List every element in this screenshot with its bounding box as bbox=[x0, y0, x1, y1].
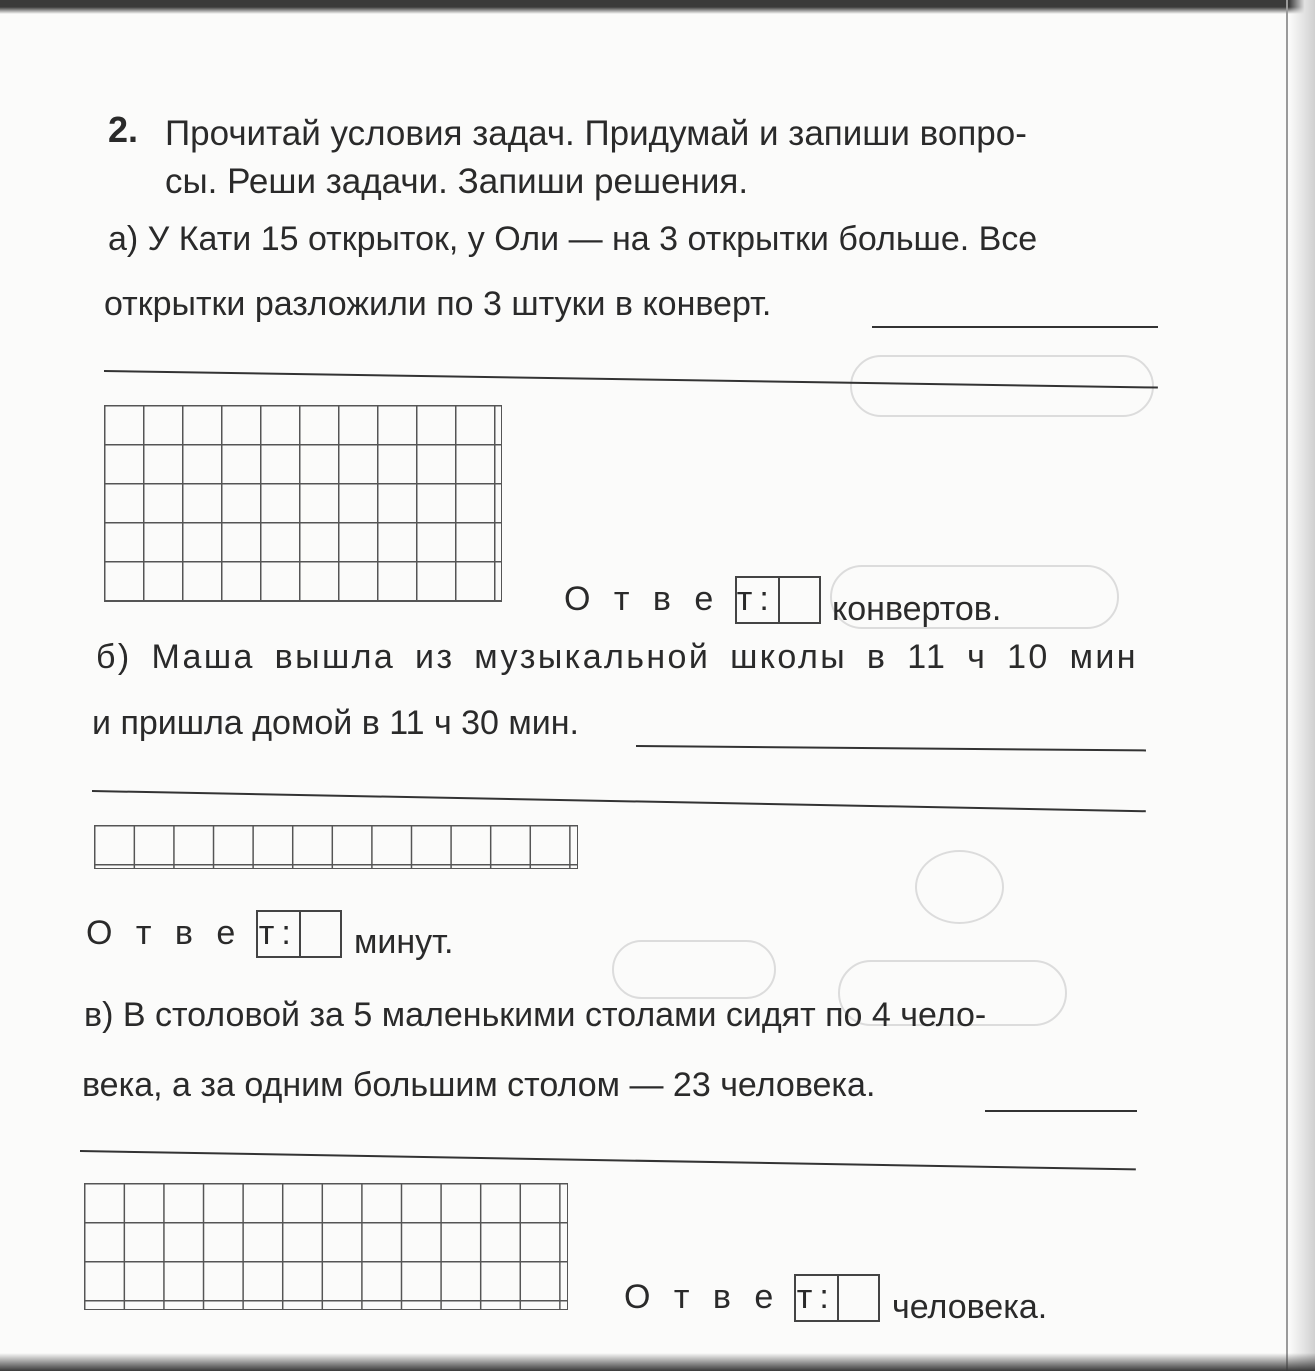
problem-b-line1: б) Маша вышла из музыкальной школы в 11 ч 10 мин bbox=[96, 638, 1138, 676]
problem-a-solution-grid[interactable] bbox=[104, 405, 502, 602]
problem-v-question-line[interactable] bbox=[985, 1110, 1137, 1112]
problem-v-question-line[interactable] bbox=[80, 1150, 1136, 1170]
problem-b-line2: и пришла домой в 11 ч 30 мин. bbox=[92, 704, 579, 742]
problem-b-question-line[interactable] bbox=[636, 745, 1146, 751]
task-instruction-line2: сы. Реши задачи. Запиши решения. bbox=[165, 162, 749, 201]
task-number: 2. bbox=[108, 109, 139, 150]
problem-b-answer-label: О т в е т: bbox=[86, 914, 298, 952]
problem-v-answer-label: О т в е т: bbox=[624, 1278, 836, 1316]
problem-b-question-line[interactable] bbox=[92, 790, 1146, 812]
problem-b-answer-box[interactable] bbox=[256, 910, 342, 958]
problem-v-line1: в) В столовой за 5 маленькими столами сидят по 4 чело- bbox=[84, 996, 987, 1034]
problem-a-line2: открытки разложили по 3 штуки в конверт. bbox=[104, 285, 772, 323]
showthrough-shape bbox=[612, 940, 776, 999]
problem-b-solution-grid[interactable] bbox=[94, 825, 578, 869]
problem-a-question-line[interactable] bbox=[872, 326, 1158, 328]
problem-v-line2: века, а за одним большим столом — 23 человека. bbox=[82, 1066, 876, 1104]
problem-v-answer-unit: человека. bbox=[892, 1288, 1048, 1326]
problem-v-answer-box[interactable] bbox=[794, 1274, 880, 1322]
showthrough-shape bbox=[915, 850, 1004, 924]
problem-v-solution-grid[interactable] bbox=[84, 1183, 568, 1310]
page-top-shadow bbox=[0, 0, 1315, 14]
problem-a-answer-box[interactable] bbox=[735, 576, 821, 624]
page-bottom-shadow bbox=[0, 1353, 1315, 1371]
task-instruction-line1: Прочитай условия задач. Придумай и запиши вопро- bbox=[165, 114, 1027, 153]
problem-a-answer-label: О т в е т: bbox=[564, 580, 776, 618]
page-fold-line bbox=[1286, 0, 1288, 1371]
page-right-edge bbox=[1289, 0, 1315, 1371]
problem-a-line1: а) У Кати 15 открыток, у Оли — на 3 открытки больше. Все bbox=[108, 220, 1038, 258]
problem-a-answer-unit: конвертов. bbox=[832, 590, 1002, 628]
problem-b-answer-unit: минут. bbox=[354, 923, 454, 961]
